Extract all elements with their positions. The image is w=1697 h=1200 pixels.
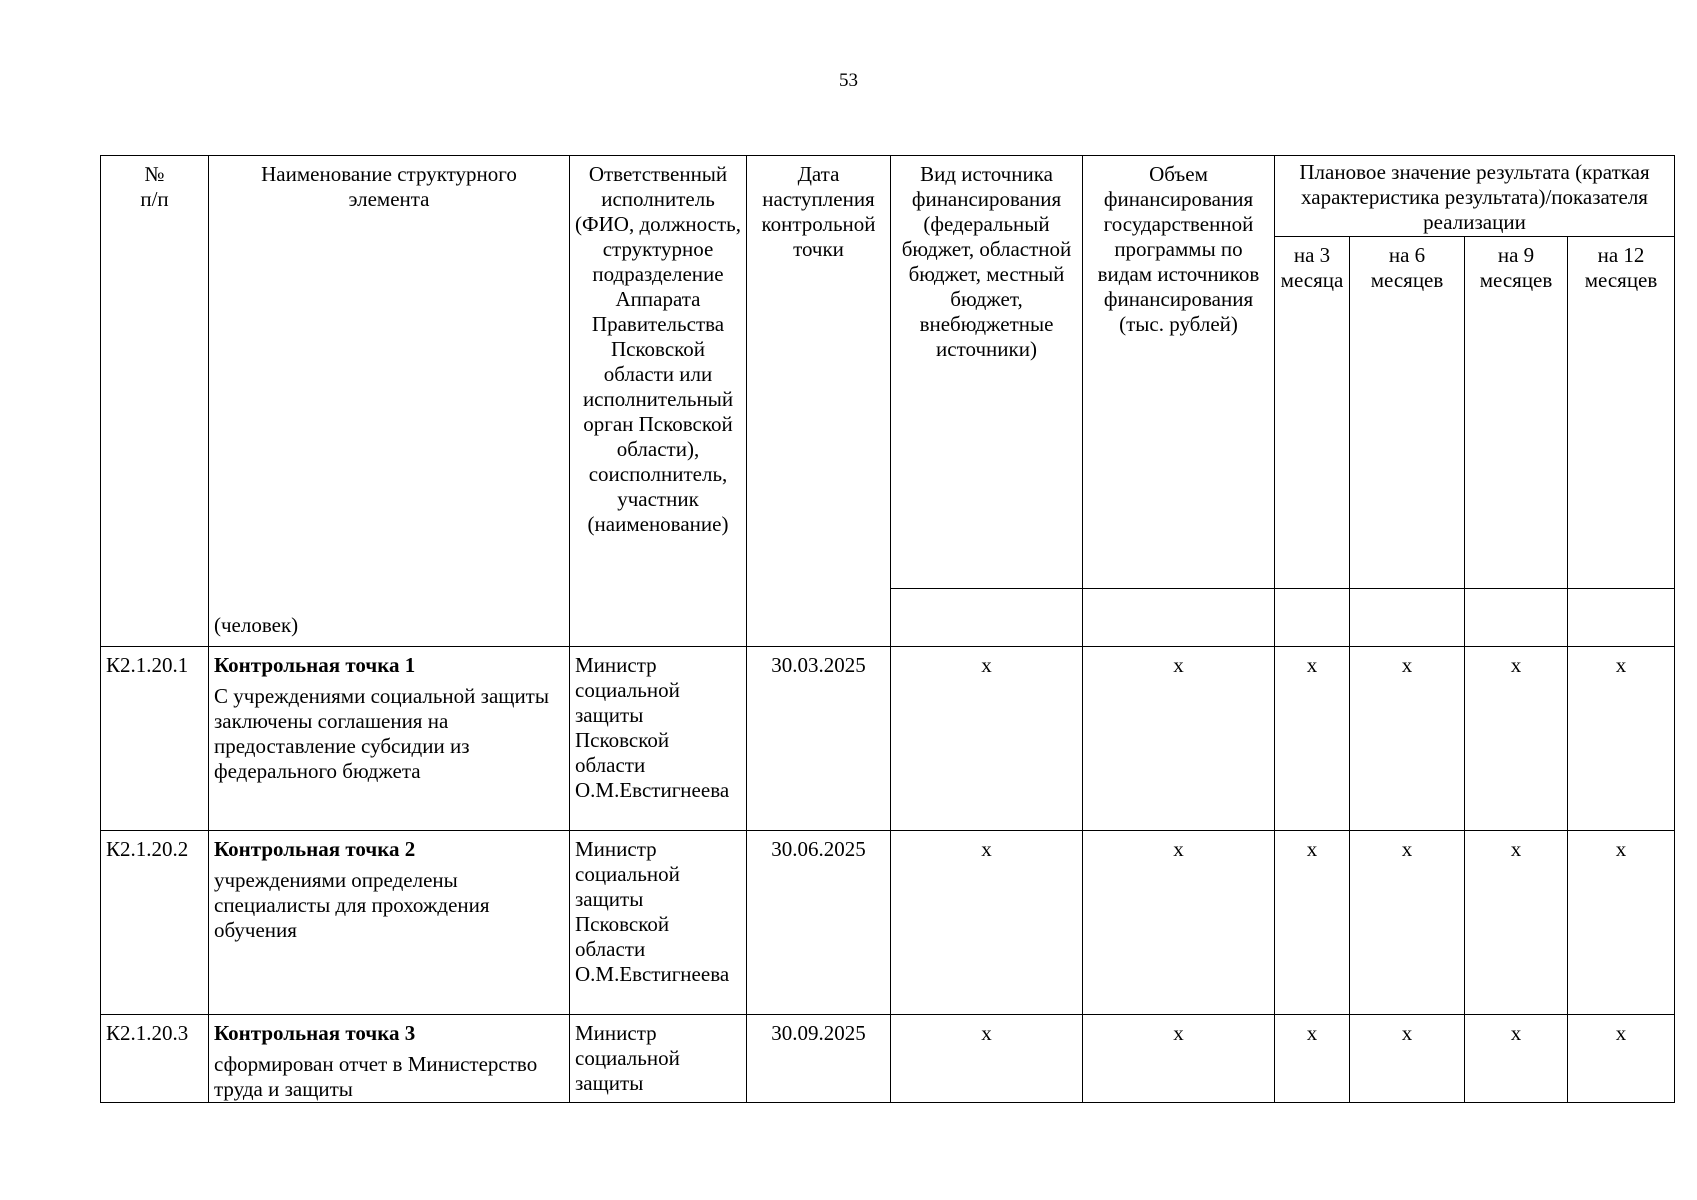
row-title: Контрольная точка 3 [214,1021,416,1045]
row-date: 30.09.2025 [747,1015,891,1103]
header-plan: Плановое значение результата (краткая характеристика результата)/показателя реализации [1275,156,1675,237]
row-volume: x [1083,647,1275,831]
row-name [209,647,570,831]
row-code: К2.1.20.2 [101,831,209,1015]
header-responsible: Ответственный исполнитель (ФИО, должность, структурное подразделение Аппарата Правительства Псковской области или исполнительный орган Псковской области), соисполнитель, участник (наименование) [570,156,747,647]
row-m6: x [1350,831,1465,1015]
row-name [209,831,570,1015]
row-m3: x [1275,647,1350,831]
header-empty-cell [891,589,1083,647]
header-m3: на 3 месяца [1275,236,1350,589]
header-name [209,156,570,647]
row-title: Контрольная точка 1 [214,653,416,677]
header-num-text: № п/п [140,162,169,211]
header-empty-cell [1465,589,1568,647]
row-m12: x [1568,1015,1675,1103]
row-m12: x [1568,647,1675,831]
control-points-table [100,155,1675,1103]
row-source: x [891,647,1083,831]
row-m9: x [1465,1015,1568,1103]
header-source: Вид источника финансирования (федеральный бюджет, областной бюджет, местный бюджет, внебюджетные источники) [891,156,1083,589]
row-date: 30.03.2025 [747,647,891,831]
header-row-top [101,156,1675,237]
header-num [101,156,209,647]
row-name [209,1015,570,1103]
row-description: сформирован отчет в Министерство труда и защиты [214,1052,538,1101]
row-code: К2.1.20.1 [101,647,209,831]
header-empty-cell [1350,589,1465,647]
header-m9: на 9 месяцев [1465,236,1568,589]
row-m6: x [1350,1015,1465,1103]
row-m3: x [1275,1015,1350,1103]
header-date: Дата наступления контрольной точки [747,156,891,647]
row-date: 30.06.2025 [747,831,891,1015]
row-description: С учреждениями социальной защиты заключены соглашения на предоставление субсидии из федерального бюджета [214,684,549,783]
row-description: учреждениями определены специалисты для прохождения обучения [214,868,490,942]
row-source: x [891,1015,1083,1103]
row-m9: x [1465,647,1568,831]
table-row [101,831,1675,1015]
header-m6: на 6 месяцев [1350,236,1465,589]
row-responsible: Министр социальной защиты [570,1015,747,1103]
row-m12: x [1568,831,1675,1015]
table-row [101,647,1675,831]
row-m6: x [1350,647,1465,831]
page-number: 53 [839,70,858,91]
header-empty-cell [1083,589,1275,647]
header-name-text: Наименование структурного элемента [261,162,517,211]
row-m9: x [1465,831,1568,1015]
table-row [101,1015,1675,1103]
row-volume: x [1083,1015,1275,1103]
row-responsible: Министр социальной защиты Псковской области О.М.Евстигнеева [570,647,747,831]
header-empty-cell [1275,589,1350,647]
row-responsible: Министр социальной защиты Псковской области О.М.Евстигнеева [570,831,747,1015]
row-m3: x [1275,831,1350,1015]
header-empty-cell [1568,589,1675,647]
header-name-unit: (человек) [214,613,299,637]
row-title: Контрольная точка 2 [214,837,416,861]
header-volume: Объем финансирования государственной программы по видам источников финансирования (тыс. рублей) [1083,156,1275,589]
row-source: x [891,831,1083,1015]
row-volume: x [1083,831,1275,1015]
row-code: К2.1.20.3 [101,1015,209,1103]
header-m12: на 12 месяцев [1568,236,1675,589]
